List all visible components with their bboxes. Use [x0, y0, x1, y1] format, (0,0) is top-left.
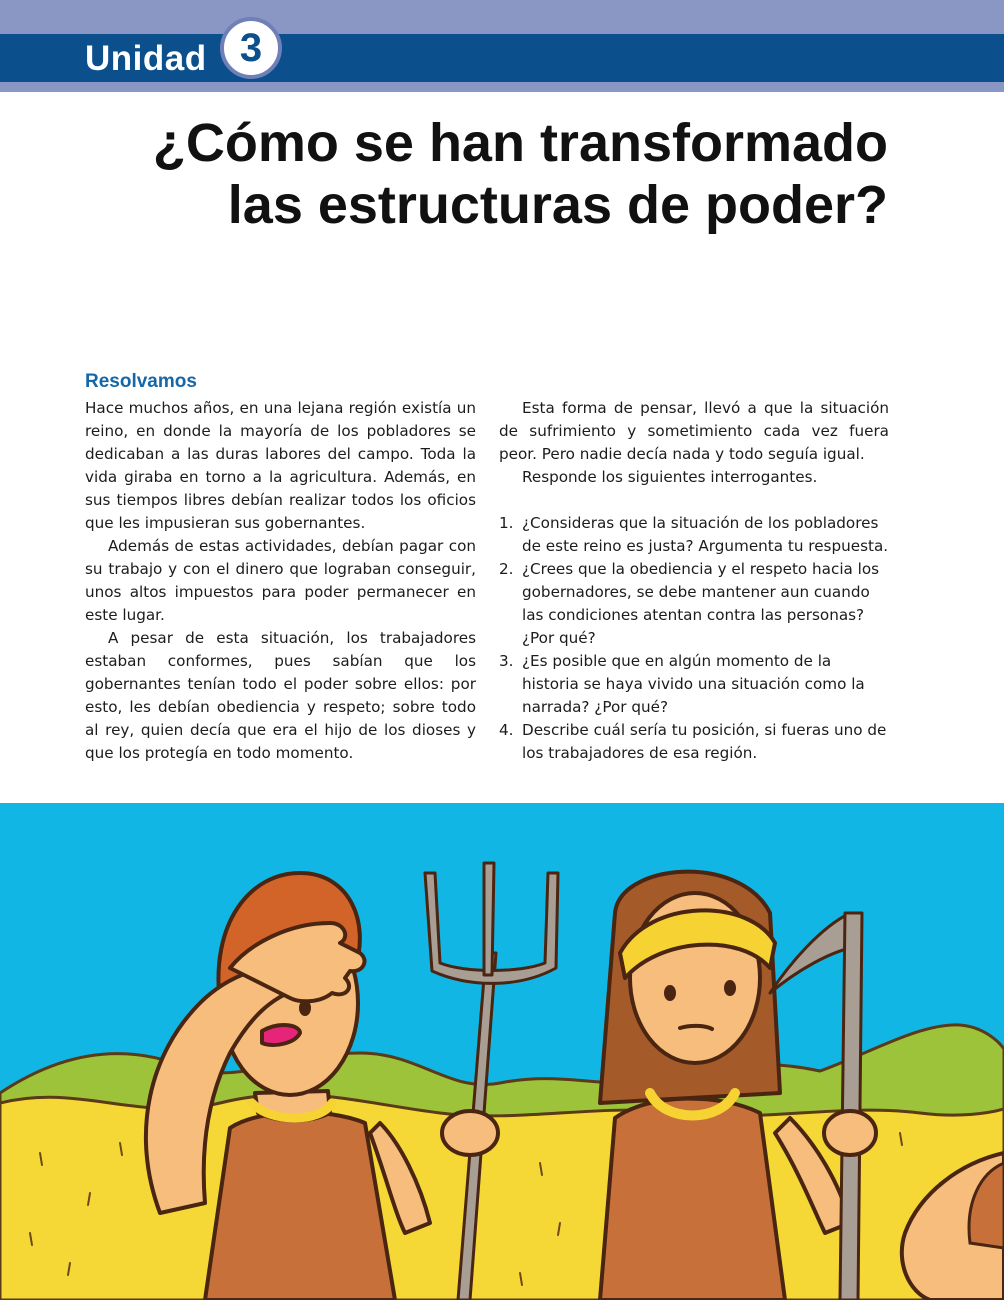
- page-title: [88, 112, 888, 236]
- question-text: Describe cuál sería tu posición, si fueras uno de los trabajadores de esa región.: [522, 721, 887, 762]
- section-heading: Resolvamos: [85, 371, 197, 392]
- question-item: [499, 512, 889, 558]
- question-text: ¿Crees que la obediencia y el respeto hacia los gobernadores, se debe mantener aun cuando las condiciones atentan contra las personas? ¿Por qué?: [522, 560, 880, 647]
- header-bottom-strip: [0, 82, 1004, 92]
- question-item: [499, 650, 889, 719]
- question-item: [499, 558, 889, 650]
- worker-right-eye-left: [666, 987, 674, 999]
- worker-right-tunic: [600, 1099, 785, 1300]
- story-paragraph-1: Hace muchos años, en una lejana región existía un reino, en donde la mayoría de los pobladores se dedicaban a las duras labores del campo. Toda la vida giraba en torno a la agricultura. Además, en sus tiempos libres debían realizar todos los oficios que les impusieran sus gobernantes.: [85, 399, 476, 532]
- story-paragraph-4: Esta forma de pensar, llevó a que la situación de sufrimiento y sometimiento cada vez fuera peor. Pero nadie decía nada y todo seguía igual.: [499, 399, 889, 463]
- question-text: ¿Consideras que la situación de los pobladores de este reino es justa? Argumenta tu respuesta.: [522, 514, 889, 555]
- question-number: 2.: [499, 560, 514, 578]
- worker-left-eye: [301, 1002, 309, 1014]
- story-column-left: [85, 397, 476, 765]
- question-text: ¿Es posible que en algún momento de la historia se haya vivido una situación como la narrada? ¿Por qué?: [522, 652, 865, 716]
- page-title-line-2: las estructuras de poder?: [227, 175, 888, 235]
- story-column-right: [499, 397, 889, 765]
- worker-right-grip-hand: [824, 1111, 876, 1155]
- pitchfork-middle-tine: [484, 863, 494, 975]
- question-number: 1.: [499, 514, 514, 532]
- question-number: 3.: [499, 652, 514, 670]
- worker-right-eye-right: [726, 982, 734, 994]
- worker-left-grip-hand: [442, 1111, 498, 1155]
- farm-workers-illustration: [0, 803, 1004, 1300]
- unit-label: Unidad: [85, 39, 207, 78]
- header-top-strip: [0, 0, 1004, 34]
- story-paragraph-3: A pesar de esta situación, los trabajadores estaban conformes, pues sabían que los gobernantes tenían todo el poder sobre ellos: por esto, les debían obediencia y respeto; sobre todo al rey, quien decía que era el hijo de los dioses y que los protegía en todo momento.: [85, 629, 476, 762]
- question-number: 4.: [499, 721, 514, 739]
- worker-left-tunic: [205, 1112, 395, 1300]
- scythe-handle: [840, 913, 862, 1300]
- unit-number-badge: 3: [220, 17, 282, 79]
- questions-intro: Responde los siguientes interrogantes.: [522, 468, 818, 486]
- question-item: [499, 719, 889, 765]
- page-title-line-1: ¿Cómo se han transformado: [152, 113, 888, 173]
- questions-list: [499, 512, 889, 765]
- story-paragraph-2: Además de estas actividades, debían pagar con su trabajo y con el dinero que lograban conseguir, unos altos impuestos para poder permanecer en este lugar.: [85, 537, 476, 624]
